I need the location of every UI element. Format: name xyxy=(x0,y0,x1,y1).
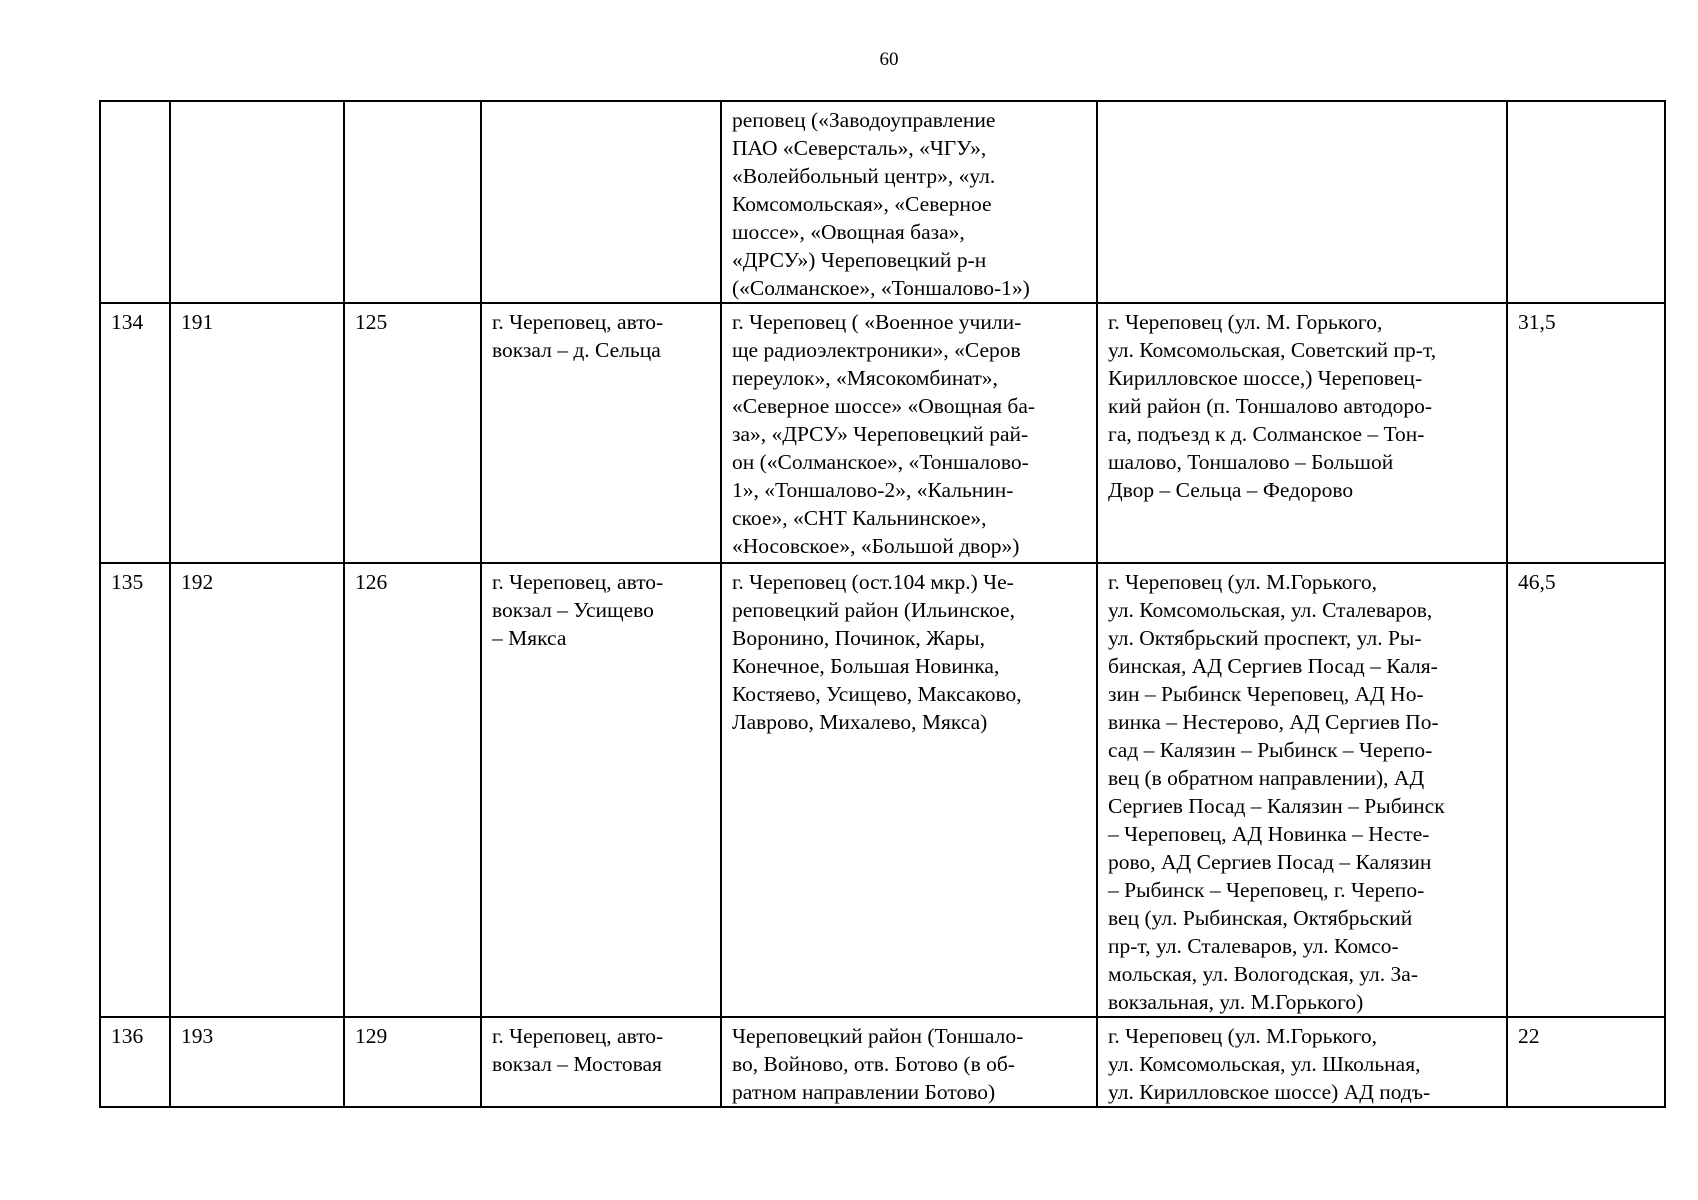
row-number-cell: 136 xyxy=(100,1017,170,1107)
stops-cell: реповец («Заводоуправление ПАО «Северсталь», «ЧГУ», «Волейбольный центр», «ул. Комсомольская», «Северное шоссе», «Овощная база», «ДРСУ») Череповецкий р-н («Солманское», «Тоншалово-1») xyxy=(721,101,1097,303)
row-number-cell xyxy=(100,101,170,303)
table-row xyxy=(100,303,1665,563)
registry-number-cell: 191 xyxy=(170,303,344,563)
registry-number-cell: 192 xyxy=(170,563,344,1017)
route-number-cell xyxy=(344,101,481,303)
streets-cell: г. Череповец (ул. М.Горького, ул. Комсомольская, ул. Сталеваров, ул. Октябрьский проспект, ул. Ры- бинская, АД Сергиев Посад – Каля- зин – Рыбинск Череповец, АД Но- винка – Нестерово, АД Сергиев По- сад – Калязин – Рыбинск – Черепо- вец (в обратном направлении), АД Сергиев Посад – Калязин – Рыбинск – Череповец, АД Новинка – Несте- рово, АД Сергиев Посад – Калязин – Рыбинск – Череповец, г. Черепо- вец (ул. Рыбинская, Октябрьский пр-т, ул. Сталеваров, ул. Комсо- мольская, ул. Вологодская, ул. За- вокзальная, ул. М.Горького) xyxy=(1097,563,1507,1017)
streets-cell: г. Череповец (ул. М. Горького, ул. Комсомольская, Советский пр-т, Кирилловское шоссе,) Череповец- кий район (п. Тоншалово автодоро- га, подъезд к д. Солманское – Тон- шалово, Тоншалово – Большой Двор – Сельца – Федорово xyxy=(1097,303,1507,563)
length-cell: 22 xyxy=(1507,1017,1665,1107)
route-number-cell: 125 xyxy=(344,303,481,563)
registry-number-cell: 193 xyxy=(170,1017,344,1107)
streets-cell: г. Череповец (ул. М.Горького, ул. Комсомольская, ул. Школьная, ул. Кирилловское шоссе) АД подъ- xyxy=(1097,1017,1507,1107)
routes-table xyxy=(99,100,1666,1108)
row-number-cell: 134 xyxy=(100,303,170,563)
length-cell: 46,5 xyxy=(1507,563,1665,1017)
page-number: 60 xyxy=(879,49,899,70)
registry-number-cell xyxy=(170,101,344,303)
stops-cell: г. Череповец ( «Военное учили- ще радиоэлектроники», «Серов переулок», «Мясокомбинат», «Северное шоссе» «Овощная ба- за», «ДРСУ» Череповецкий рай- он («Солманское», «Тоншалово- 1», «Тоншалово-2», «Кальнин- ское», «СНТ Кальнинское», «Носовское», «Большой двор») xyxy=(721,303,1097,563)
route-number-cell: 129 xyxy=(344,1017,481,1107)
route-name-cell: г. Череповец, авто- вокзал – Усищево – Мякса xyxy=(481,563,721,1017)
length-cell xyxy=(1507,101,1665,303)
table-row xyxy=(100,101,1665,303)
route-name-cell: г. Череповец, авто- вокзал – Мостовая xyxy=(481,1017,721,1107)
length-cell: 31,5 xyxy=(1507,303,1665,563)
streets-cell xyxy=(1097,101,1507,303)
route-name-cell: г. Череповец, авто- вокзал – д. Сельца xyxy=(481,303,721,563)
table-row xyxy=(100,563,1665,1017)
stops-cell: г. Череповец (ост.104 мкр.) Че- реповецкий район (Ильинское, Воронино, Починок, Жары, Конечное, Большая Новинка, Костяево, Усищево, Максаково, Лаврово, Михалево, Мякса) xyxy=(721,563,1097,1017)
route-number-cell: 126 xyxy=(344,563,481,1017)
stops-cell: Череповецкий район (Тоншало- во, Войново, отв. Ботово (в об- ратном направлении Ботово) xyxy=(721,1017,1097,1107)
row-number-cell: 135 xyxy=(100,563,170,1017)
table-row xyxy=(100,1017,1665,1107)
route-name-cell xyxy=(481,101,721,303)
